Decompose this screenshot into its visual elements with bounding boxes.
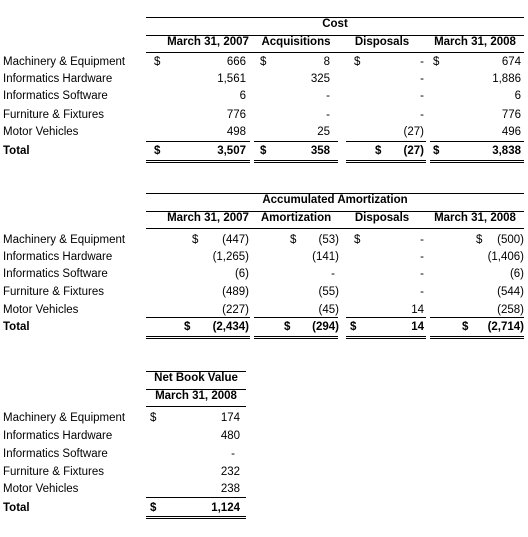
table-row	[0, 446, 528, 462]
amort-col-header: March 31, 2007	[167, 212, 249, 224]
nbv-cell: 232	[220, 466, 240, 478]
table-row	[0, 410, 528, 426]
cost-cell: 1,561	[217, 73, 246, 85]
amort-cell: (258)	[497, 304, 524, 316]
cost-cell: 8	[323, 56, 330, 68]
row-label: Motor Vehicles	[3, 483, 79, 495]
nbv-subtotal-rule	[146, 497, 246, 498]
table-row	[0, 428, 528, 444]
amort-total-cell: 14	[411, 321, 424, 333]
cost-cell: -	[420, 73, 424, 85]
cost-total-double-rule	[430, 160, 524, 163]
amort-total-double-rule	[346, 336, 426, 339]
currency-symbol: $	[150, 502, 157, 514]
table-row	[0, 71, 528, 87]
table-row	[0, 54, 528, 70]
amort-cell: (544)	[497, 286, 524, 298]
table-row	[0, 302, 528, 318]
row-label: Total	[3, 145, 30, 157]
amort-total-double-rule	[430, 336, 524, 339]
nbv-header-rule	[146, 406, 246, 407]
cost-total-cell: (27)	[403, 145, 424, 157]
currency-symbol: $	[354, 234, 361, 246]
cost-cell: 776	[226, 109, 246, 121]
nbv-title: Net Book Value	[154, 372, 238, 384]
table-row	[0, 464, 528, 480]
cost-cell: -	[420, 56, 424, 68]
currency-symbol: $	[290, 234, 297, 246]
row-label: Total	[3, 321, 30, 333]
table-row	[0, 266, 528, 282]
amort-cell: -	[420, 251, 424, 263]
cost-total-cell: 3,507	[217, 145, 246, 157]
cost-total-double-rule	[146, 160, 250, 163]
cost-cell: -	[326, 109, 330, 121]
cost-col-header: March 31, 2008	[434, 36, 516, 48]
cost-total-double-rule	[254, 160, 338, 163]
currency-symbol: $	[462, 321, 469, 333]
amort-total-cell: (2,434)	[212, 321, 249, 333]
amort-cell: (1,265)	[212, 251, 249, 263]
currency-symbol: $	[260, 145, 267, 157]
nbv-cell: -	[231, 448, 235, 460]
amort-col-header: Amortization	[260, 212, 332, 224]
amort-cell: (447)	[222, 234, 249, 246]
amort-cell: -	[420, 234, 424, 246]
cost-cell: 6	[239, 90, 246, 102]
nbv-cell: 174	[220, 412, 240, 424]
cost-cell: 496	[501, 126, 521, 138]
table-row	[0, 249, 528, 265]
row-label: Furniture & Fixtures	[3, 466, 104, 478]
cost-total-double-rule	[346, 160, 426, 163]
currency-symbol: $	[375, 145, 382, 157]
amort-cell: (55)	[318, 286, 339, 298]
currency-symbol: $	[433, 145, 440, 157]
amort-col-header: Disposals	[354, 212, 410, 224]
row-label: Informatics Hardware	[3, 430, 113, 442]
amort-cell: -	[331, 268, 335, 280]
table-row-total	[0, 143, 528, 159]
cost-col-header: Acquisitions	[261, 36, 331, 48]
amort-subtotal-rule	[146, 317, 250, 318]
row-label: Motor Vehicles	[3, 126, 79, 138]
cost-cell: 1,886	[492, 73, 521, 85]
amort-cell: (227)	[222, 304, 249, 316]
amort-cell: (6)	[509, 268, 524, 280]
row-label: Informatics Hardware	[3, 251, 113, 263]
amort-total-double-rule	[146, 336, 250, 339]
table-row	[0, 481, 528, 497]
cost-cell: -	[420, 90, 424, 102]
row-label: Total	[3, 502, 30, 514]
cost-cell: -	[326, 90, 330, 102]
amort-cell: (500)	[497, 234, 524, 246]
amort-cell: (6)	[234, 268, 249, 280]
amort-cell: (489)	[222, 286, 249, 298]
row-label: Informatics Hardware	[3, 73, 113, 85]
cost-cell: (27)	[403, 126, 424, 138]
amort-title: Accumulated Amortization	[262, 194, 408, 206]
amort-total-cell: (294)	[312, 321, 339, 333]
amort-subtotal-rule	[254, 317, 338, 318]
currency-symbol: $	[192, 234, 199, 246]
currency-symbol: $	[154, 145, 161, 157]
amort-subtotal-rule	[346, 317, 426, 318]
nbv-cell: 238	[220, 483, 240, 495]
row-label: Machinery & Equipment	[3, 412, 126, 424]
amort-cell: -	[420, 268, 424, 280]
cost-cell: 674	[501, 56, 521, 68]
cost-cell: 25	[317, 126, 330, 138]
cost-cell: 498	[226, 126, 246, 138]
row-label: Furniture & Fixtures	[3, 109, 104, 121]
amort-subtotal-rule	[430, 317, 524, 318]
amort-col-header: March 31, 2008	[434, 212, 516, 224]
row-label: Informatics Software	[3, 90, 108, 102]
nbv-total-double-rule	[146, 516, 246, 519]
nbv-total-cell: 1,124	[211, 502, 240, 514]
amort-cell: -	[420, 286, 424, 298]
amort-total-double-rule	[254, 336, 338, 339]
row-label: Motor Vehicles	[3, 304, 79, 316]
table-row	[0, 88, 528, 104]
cost-cell: 666	[226, 56, 246, 68]
table-row-total	[0, 500, 528, 516]
nbv-col-header: March 31, 2008	[155, 390, 237, 402]
currency-symbol: $	[350, 321, 357, 333]
cost-total-cell: 3,838	[492, 145, 521, 157]
cost-header-rule	[146, 52, 524, 53]
amort-header-rule	[146, 228, 524, 229]
amort-cell: (1,406)	[487, 251, 524, 263]
currency-symbol: $	[150, 412, 157, 424]
cost-subtotal-rule	[146, 141, 250, 142]
currency-symbol: $	[284, 321, 291, 333]
table-row-total	[0, 319, 528, 335]
row-label: Informatics Software	[3, 448, 108, 460]
cost-cell: -	[420, 109, 424, 121]
amort-cell: 14	[411, 304, 424, 316]
currency-symbol: $	[154, 56, 161, 68]
amort-cell: (141)	[312, 251, 339, 263]
row-label: Machinery & Equipment	[3, 56, 126, 68]
amort-cell: (53)	[318, 234, 339, 246]
cost-subtotal-rule	[430, 141, 524, 142]
currency-symbol: $	[354, 56, 361, 68]
table-row	[0, 284, 528, 300]
table-row	[0, 107, 528, 123]
currency-symbol: $	[476, 234, 483, 246]
amort-cell: (45)	[318, 304, 339, 316]
table-row	[0, 124, 528, 140]
cost-cell: 776	[501, 109, 521, 121]
cost-cell: 6	[514, 90, 521, 102]
nbv-cell: 480	[220, 430, 240, 442]
cost-subtotal-rule	[346, 141, 426, 142]
table-row	[0, 232, 528, 248]
currency-symbol: $	[433, 56, 440, 68]
row-label: Machinery & Equipment	[3, 234, 126, 246]
cost-col-header: March 31, 2007	[167, 36, 249, 48]
cost-col-header: Disposals	[354, 36, 410, 48]
cost-title: Cost	[322, 18, 348, 30]
row-label: Informatics Software	[3, 268, 108, 280]
amort-total-cell: (2,714)	[487, 321, 524, 333]
row-label: Furniture & Fixtures	[3, 286, 104, 298]
cost-total-cell: 358	[310, 145, 330, 157]
currency-symbol: $	[184, 321, 191, 333]
currency-symbol: $	[260, 56, 267, 68]
cost-cell: 325	[310, 73, 330, 85]
cost-subtotal-rule	[254, 141, 338, 142]
